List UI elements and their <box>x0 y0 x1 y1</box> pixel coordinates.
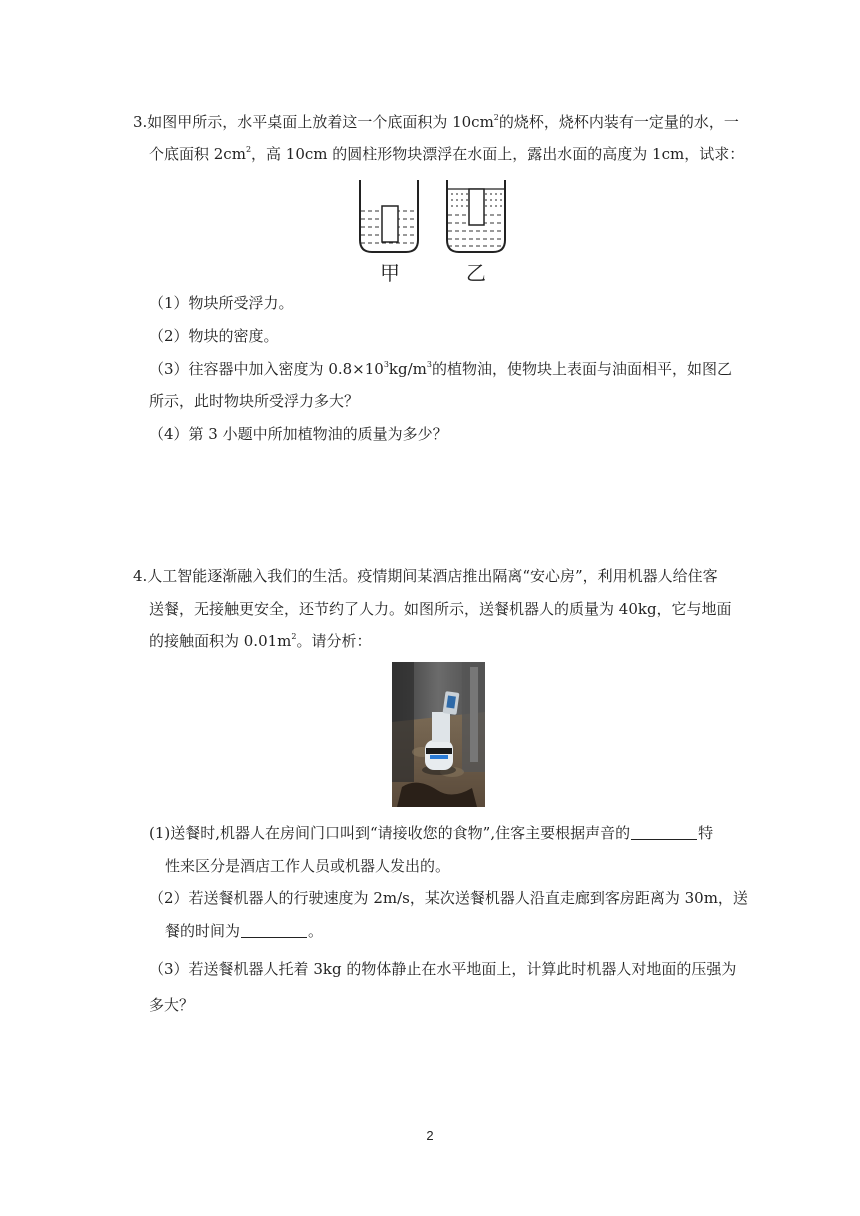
q3-sub4: （4）第 3 小题中所加植物油的质量为多少？ <box>149 425 448 443</box>
figure-label-jia: 甲 <box>380 261 400 285</box>
q4-sub3-line1: （3）若送餐机器人托着 3kg 的物体静止在水平地面上，计算此时机器人对地面的压强为 <box>149 960 737 978</box>
answer-blank-1[interactable] <box>631 825 697 840</box>
q3-sub2: （2）物块的密度。 <box>149 327 279 345</box>
q3-sub3-line1: （3）往容器中加入密度为 $0.8\times 10^3kg/m^3$的植物油，使物块上表面与油面相平，如图乙 <box>149 360 732 378</box>
q4-stem-line1: 4.人工智能逐渐融入我们的生活。疫情期间某酒店推出隔离“安心房”，利用机器人给住客 <box>133 567 718 585</box>
q4-sub1-line2: 性来区分是酒店工作人员或机器人发出的。 <box>165 857 451 875</box>
q3-sub1: （1）物块所受浮力。 <box>149 294 294 312</box>
page-number: 2 <box>426 1128 434 1143</box>
q3-sub3-line2: 所示，此时物块所受浮力多大？ <box>149 392 360 410</box>
answer-blank-2[interactable] <box>241 923 307 938</box>
q4-sub2-line1: （2）若送餐机器人的行驶速度为 2m/s，某次送餐机器人沿直走廊到客房距离为 30m，送 <box>149 889 748 907</box>
beaker-figure <box>355 178 515 258</box>
q3-stem-line1: 3.如图甲所示，水平桌面上放着这一个底面积为 $10cm^2$的烧杯，烧杯内装有一定量的水，一 <box>133 113 739 131</box>
robot-photo <box>392 662 485 807</box>
figure-label-yi: 乙 <box>466 261 486 285</box>
q3-stem-line2: 个底面积 $2cm^2$，高 10cm 的圆柱形物块漂浮在水面上，露出水面的高度为 1cm，试求： <box>149 145 745 163</box>
block-yi <box>469 189 484 225</box>
q4-stem-line3: 的接触面积为 $0.01m^2$。请分析： <box>149 632 372 650</box>
q4-stem-line2: 送餐，无接触更安全，还节约了人力。如图所示，送餐机器人的质量为 40kg，它与地面 <box>149 600 732 618</box>
q4-sub3-line2: 多大？ <box>149 996 195 1014</box>
block-jia <box>382 206 398 242</box>
q4-sub1-line1: (1)送餐时,机器人在房间门口叫到“请接收您的食物”,住客主要根据声音的 特 <box>149 824 714 842</box>
q4-sub2-line2: 餐的时间为 。 <box>165 922 324 940</box>
